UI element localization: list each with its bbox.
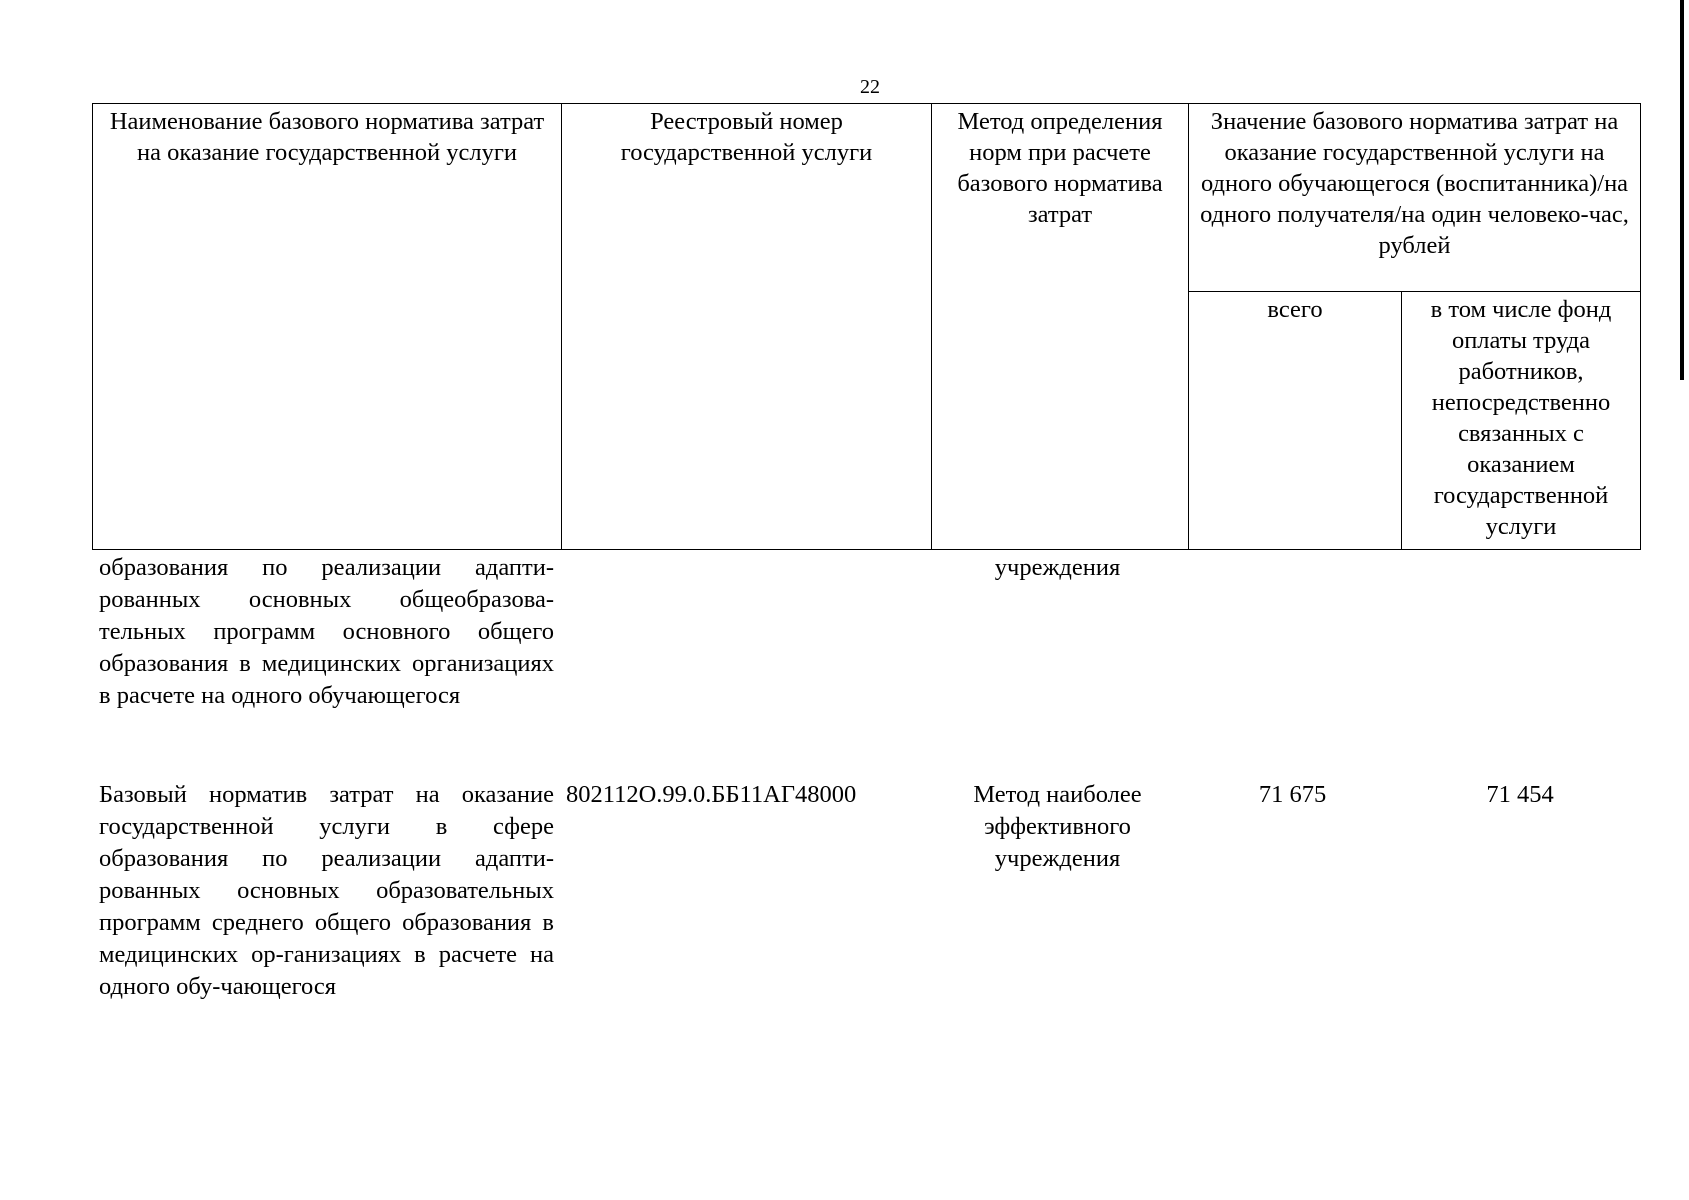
table-header [92, 103, 1641, 550]
column-header-value-group: Значение базового норматива затрат на оказание государственной услуги на одного обучающегося (воспитанника)/на одного получателя/на один человеко-час, рублей [1189, 104, 1641, 292]
row-1-name: образования по реализации адапти-рованных основных общеобразова-тельных программ основного общего образования в медицинских организациях в расчете на одного обучающегося [99, 554, 554, 709]
row-2-name: Базовый норматив затрат на оказание государственной услуги в сфере образования по реализации адапти-рованных основных образовательных программ среднего общего образования в медицинских ор-ганизациях в расчете на одного обу-чающегося [99, 781, 554, 1000]
row-2-total: 71 675 [1258, 781, 1327, 808]
row-2-method: Метод наиболее эффективного учреждения [973, 781, 1142, 872]
row-1-method: учреждения [994, 554, 1121, 581]
column-header-method: Метод определения норм при расчете базового норматива затрат [932, 104, 1189, 550]
column-header-wage-fund: в том числе фонд оплаты труда работников, непосредственно связанных с оказанием государственной услуги [1402, 292, 1641, 550]
column-header-registry-number: Реестровый номер государственной услуги [562, 104, 932, 550]
scan-edge-mark [1680, 0, 1684, 380]
column-header-total: всего [1189, 292, 1402, 550]
page-number: 22 [860, 76, 880, 98]
row-2-wage-fund: 71 454 [1486, 781, 1554, 808]
row-2-registry-number: 802112О.99.0.ББ11АГ48000 [566, 781, 857, 808]
column-header-name: Наименование базового норматива затрат на оказание государственной услуги [93, 104, 562, 550]
